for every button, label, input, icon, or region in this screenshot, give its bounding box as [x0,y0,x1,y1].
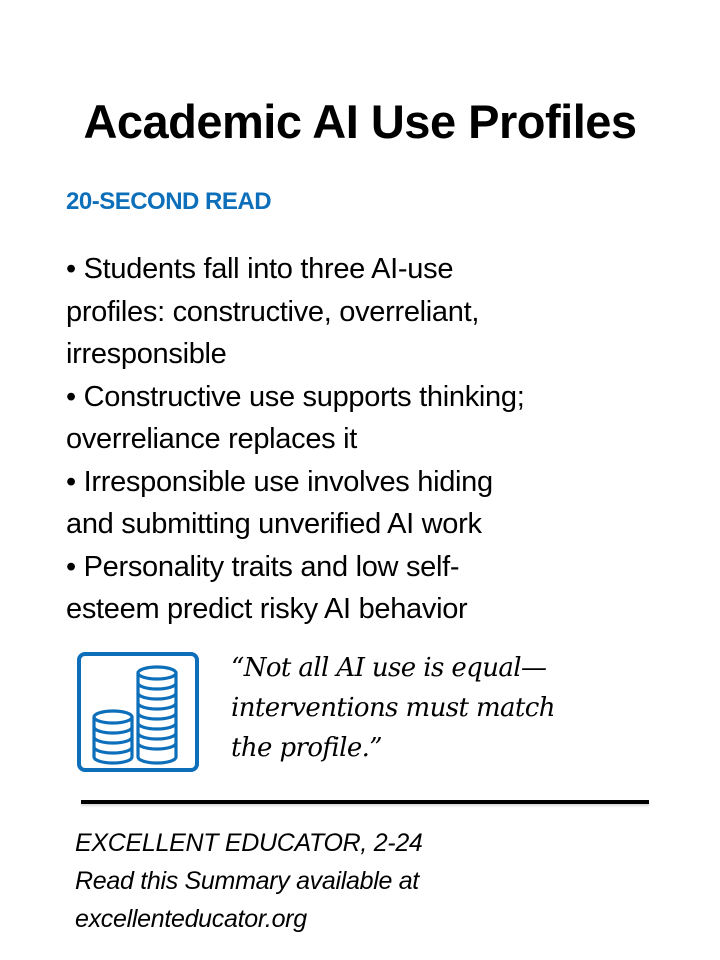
bullet-line: overreliance replaces it [66,423,357,455]
bullet-item [66,376,666,461]
pull-quote [231,648,631,768]
bullet-line: profiles: constructive, overreliant, [66,295,480,328]
quote-line: the profile.” [231,733,382,763]
bullet-line: irresponsible [66,338,227,370]
quote-line: “Not all AI use is equal— [231,653,547,683]
source-line: EXCELLENT EDUCATOR, 2-24 [75,829,423,857]
bullet-item [66,546,666,631]
bullet-list [66,248,666,631]
bullet-line: • Personality traits and low self- [66,550,460,583]
stacked-coins-icon [77,652,199,772]
footer-citation [75,824,423,938]
bullet-item [66,248,666,376]
bullet-line: • Students fall into three AI-use [66,253,454,285]
bullet-line: • Constructive use supports thinking; [66,380,525,413]
bullet-line: esteem predict risky AI behavior [66,593,468,625]
quote-line: interventions must match [231,693,555,723]
website-link[interactable]: excellenteducator.org [75,905,307,933]
bullet-line: and submitting unverified AI work [66,508,482,540]
coins-glyph-icon [81,656,195,768]
summary-note: Read this Summary available at [75,867,419,895]
bullet-item [66,461,666,546]
bullet-line: • Irresponsible use involves hiding [66,465,493,498]
page-title: Academic AI Use Profiles [83,95,637,148]
divider [81,800,649,804]
section-label: 20-SECOND READ [66,188,272,215]
